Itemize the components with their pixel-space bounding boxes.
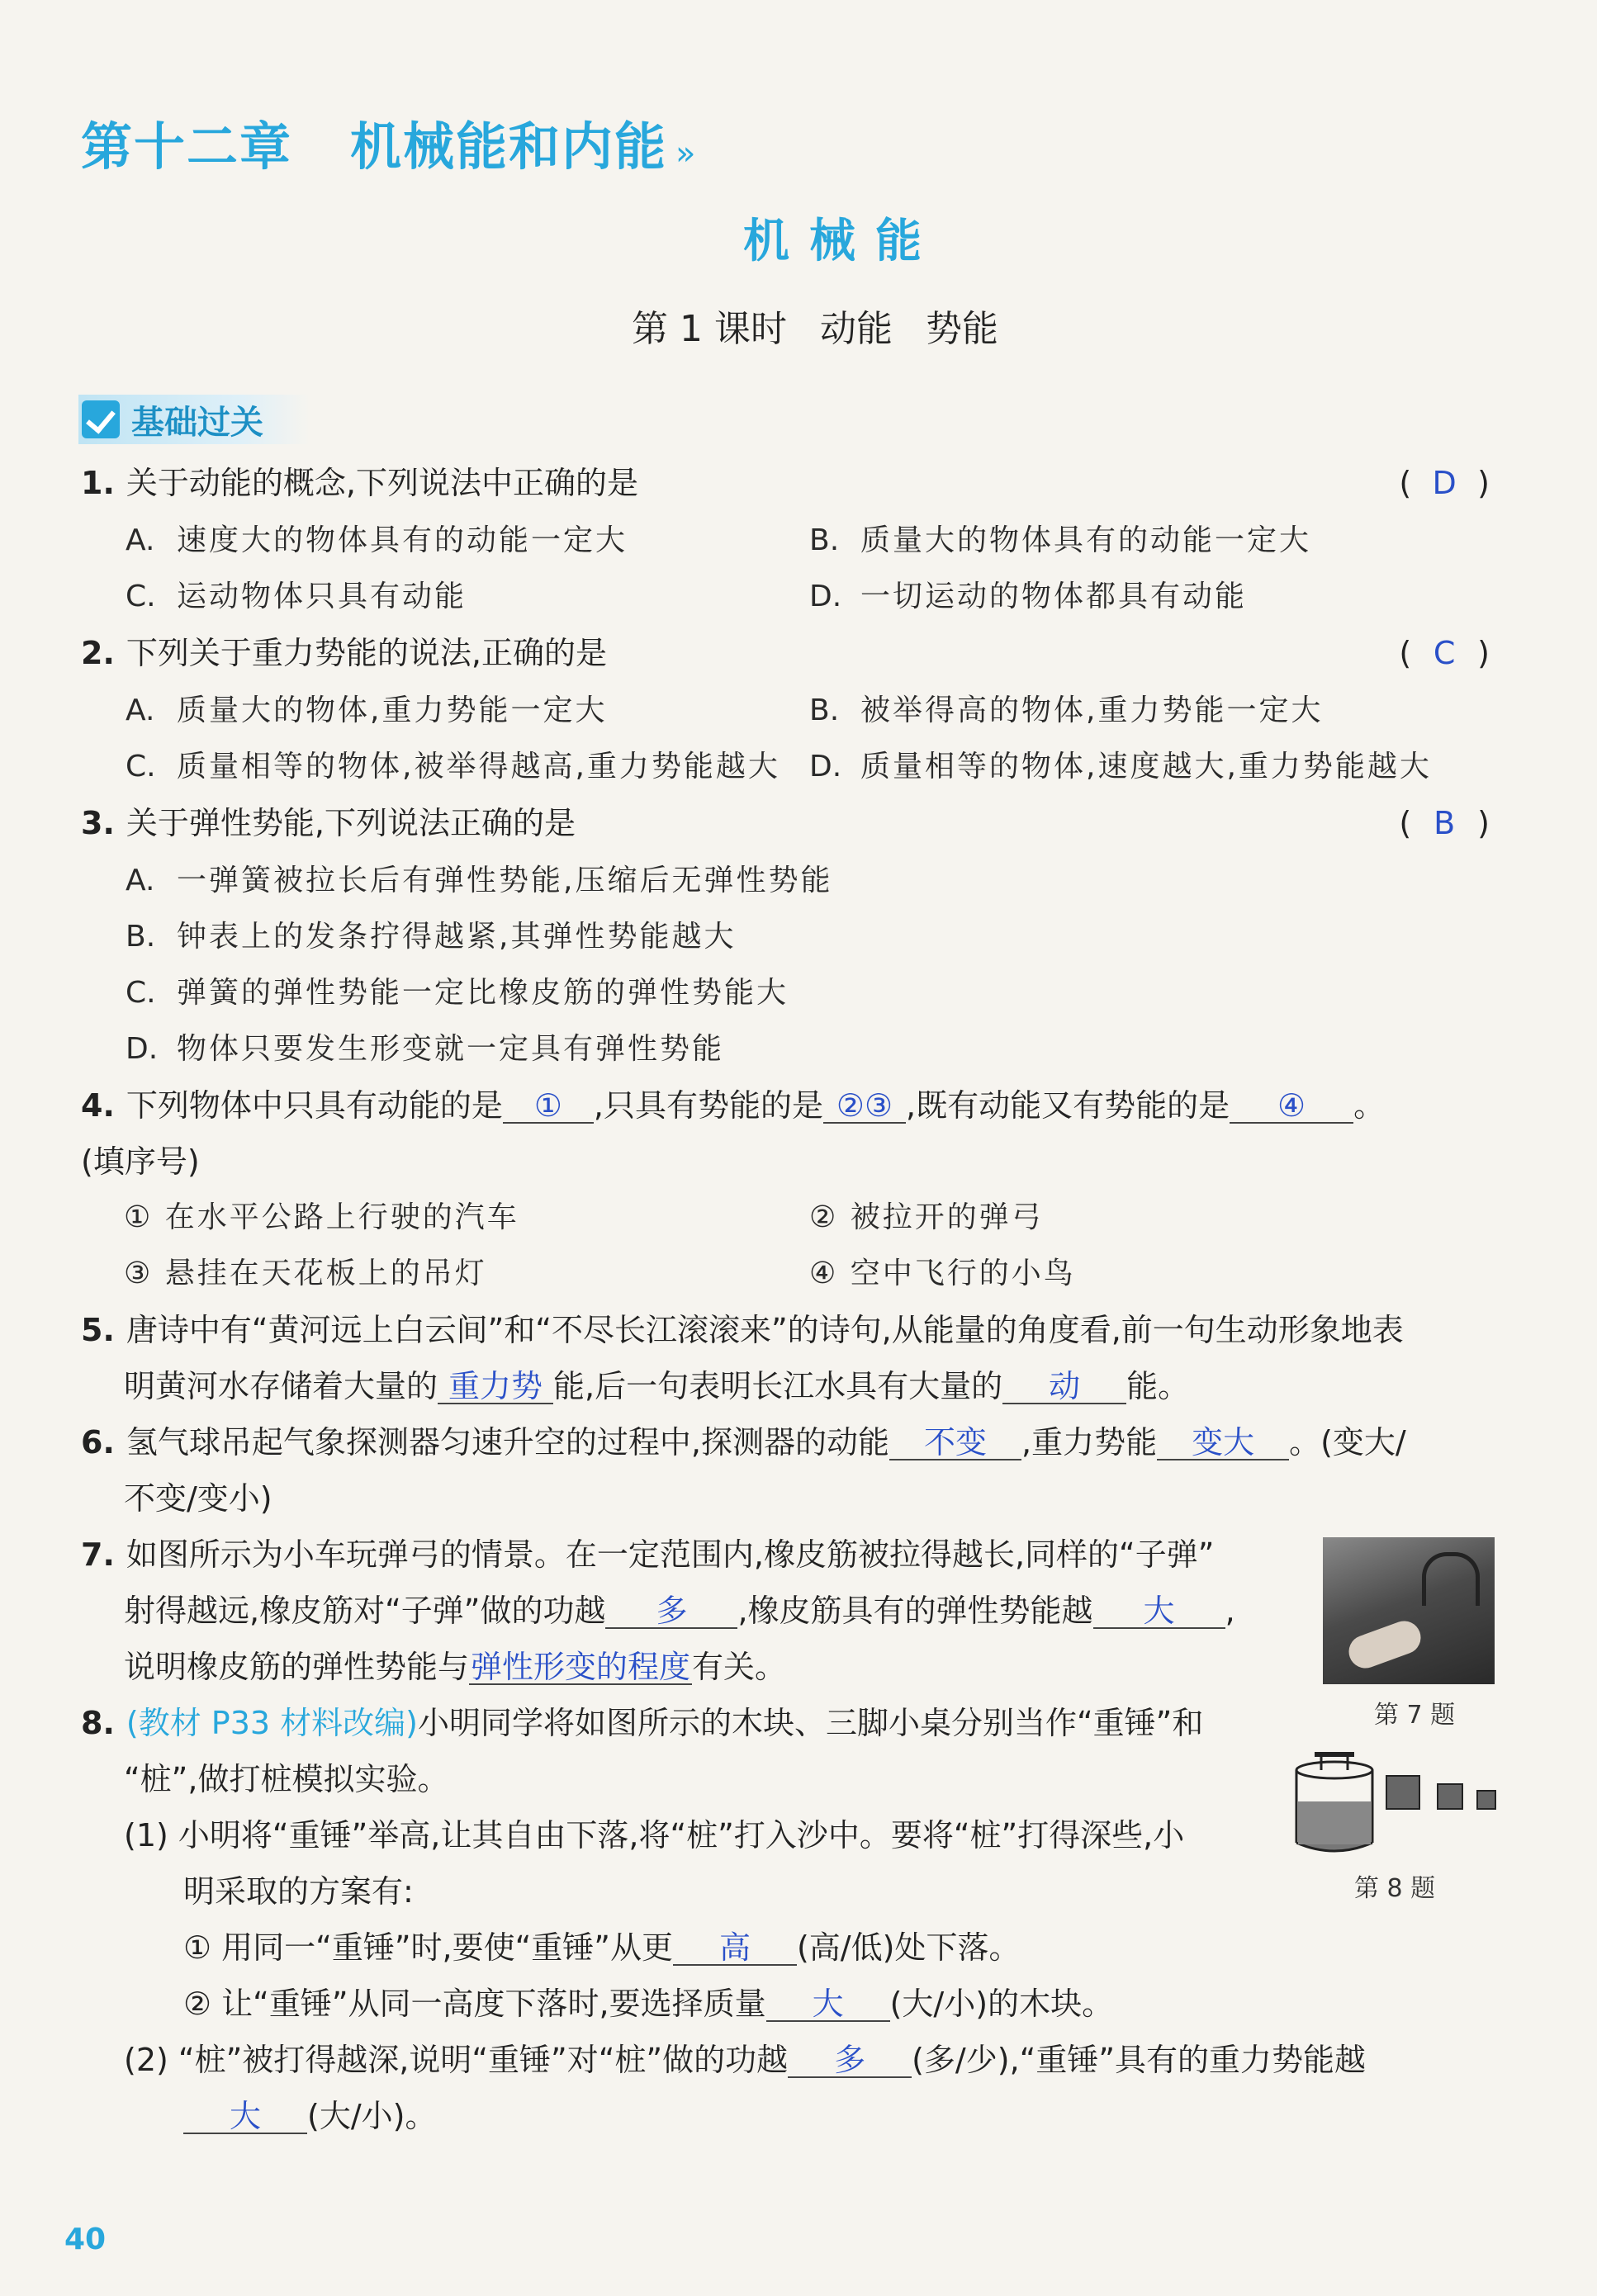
q8-part-1: (1) 小明将“重锤”举高,让其自由下落,将“桩”打入沙中。要将“桩”打得深些,小 [124,1817,1185,1853]
lesson-topic-2: 势能 [925,308,998,350]
q2-option-a: A. 质量大的物体,重力势能一定大 [126,694,608,727]
figure-8-caption: 第 8 题 [1354,1874,1436,1903]
q4-note: (填序号) [81,1143,200,1180]
q1-option-d: D. 一切运动的物体都具有动能 [809,580,1248,613]
q7-blank-1[interactable]: 多 [605,1594,737,1629]
badge-label: 基础过关 [131,403,263,442]
q5-blank-2[interactable]: 动 [1002,1370,1126,1404]
q6-line-2: 不变/变小) [124,1480,272,1517]
q4-blank-1[interactable]: ① [503,1089,594,1124]
answer-paren-2: ( C ) [1399,635,1490,671]
q8-blank-3[interactable]: 多 [788,2043,912,2078]
section-badge [78,395,310,444]
figure-7-caption: 第 7 题 [1374,1701,1456,1730]
chapter-number: 第十二章 [81,116,293,177]
q8-part-2-line-2: 大 (大/小)。 [183,2097,436,2135]
q3-option-b: B. 钟表上的发条拧得越紧,其弹性势能越大 [126,920,737,954]
question-3: 3. 关于弹性势能,下列说法正确的是 [81,805,576,841]
q3-option-d: D. 物体只要发生形变就一定具有弹性势能 [126,1032,725,1066]
q8-source: (教材 P33 材料改编) [126,1705,418,1741]
question-5: 5. 唐诗中有“黄河远上白云间”和“不尽长江滚滚来”的诗句,从能量的角度看,前一句生动形象地表 [81,1312,1404,1348]
q8-part-2: (2) “桩”被打得越深,说明“重锤”对“桩”做的功越 多 (多/少),“重锤”具有的重力势能越 [124,2042,1367,2078]
q6-blank-1[interactable]: 不变 [889,1426,1021,1460]
page-number: 40 [64,2223,107,2256]
q8-step-2: ② 让“重锤”从同一高度下落时,要选择质量 大 (大/小)的木块。 [183,1986,1114,2022]
answer-paren-3: ( B ) [1399,805,1490,841]
q8-part-1-line-2: 明采取的方案有: [183,1873,414,1910]
block-large [1386,1775,1420,1810]
lesson-part: 第 1 课时 [632,308,787,350]
q7-blank-3[interactable]: 弹性形变的程度 [471,1649,691,1685]
question-4: 4. 下列物体中只具有动能的是 ① ,只具有势能的是 ②③ ,既有动能又有势能的是 ④ 。 [81,1087,1386,1124]
section-title: 机械能 [743,215,941,268]
q7-line-2: 射得越远,橡皮筋对“子弹”做的功越 多 ,橡皮筋具有的弹性势能越 大 , [124,1593,1235,1629]
question-1: 1. 关于动能的概念,下列说法中正确的是 [81,465,638,501]
q2-option-d: D. 质量相等的物体,速度越大,重力势能越大 [809,750,1432,783]
question-8: 8. (教材 P33 材料改编)小明同学将如图所示的木块、三脚小桌分别当作“重锤”和 [81,1705,1204,1741]
q3-option-c: C. 弹簧的弹性势能一定比橡皮筋的弹性势能大 [126,976,789,1010]
block-small [1476,1790,1496,1810]
q1-option-a: A. 速度大的物体具有的动能一定大 [126,523,628,557]
lesson-topic-1: 动能 [819,308,893,350]
q2-option-b: B. 被举得高的物体,重力势能一定大 [809,694,1324,727]
q4-item-2: ② 被拉开的弹弓 [809,1200,1044,1234]
chapter-name: 机械能和内能 [350,116,668,177]
answer-2: C [1433,635,1456,671]
slingshot-shape [1422,1552,1480,1606]
lesson-title [0,299,1597,352]
answer-paren-1: ( D ) [1399,465,1490,501]
question-2: 2. 下列关于重力势能的说法,正确的是 [81,635,607,671]
q7-blank-2[interactable]: 大 [1093,1594,1225,1629]
question-6: 6. 氢气球吊起气象探测器匀速升空的过程中,探测器的动能 不变 ,重力势能 变大 。(变大/ [81,1424,1406,1460]
q8-blank-2[interactable]: 大 [766,1987,890,2022]
q8-line-2: “桩”,做打桩模拟实验。 [124,1761,449,1797]
block-medium [1437,1783,1463,1810]
chapter-title [81,106,698,179]
q5-line-2: 明黄河水存储着大量的 重力势 能,后一句表明长江水具有大量的 动 能。 [124,1368,1190,1404]
q7-line-3: 说明橡皮筋的弹性势能与弹性形变的程度有关。 [124,1649,787,1685]
chevron-right-icon: » [675,135,698,173]
hand-shape [1344,1617,1425,1673]
sand-drum-figure [1290,1752,1379,1858]
q4-item-4: ④ 空中飞行的小鸟 [809,1257,1076,1290]
slingshot-photo [1323,1537,1495,1684]
q1-option-c: C. 运动物体只具有动能 [126,580,467,613]
q5-blank-1[interactable]: 重力势 [438,1370,553,1404]
answer-3: B [1434,805,1456,841]
q2-option-c: C. 质量相等的物体,被举得越高,重力势能越大 [126,750,780,783]
q8-blank-4[interactable]: 大 [183,2100,307,2134]
q3-option-a: A. 一弹簧被拉长后有弹性势能,压缩后无弹性势能 [126,864,833,897]
answer-1: D [1432,465,1457,501]
q4-item-1: ① 在水平公路上行驶的汽车 [124,1200,519,1234]
q4-blank-2[interactable]: ②③ [823,1089,906,1124]
question-7: 7. 如图所示为小车玩弹弓的情景。在一定范围内,橡皮筋被拉得越长,同样的“子弹” [81,1536,1215,1573]
q6-blank-2[interactable]: 变大 [1157,1426,1289,1460]
checkbox-icon [82,400,120,438]
q8-step-1: ① 用同一“重锤”时,要使“重锤”从更 高 (高/低)处下落。 [183,1929,1021,1966]
q8-blank-1[interactable]: 高 [673,1931,797,1966]
q4-item-3: ③ 悬挂在天花板上的吊灯 [124,1257,487,1290]
q4-blank-3[interactable]: ④ [1230,1089,1353,1124]
q1-option-b: B. 质量大的物体具有的动能一定大 [809,523,1312,557]
